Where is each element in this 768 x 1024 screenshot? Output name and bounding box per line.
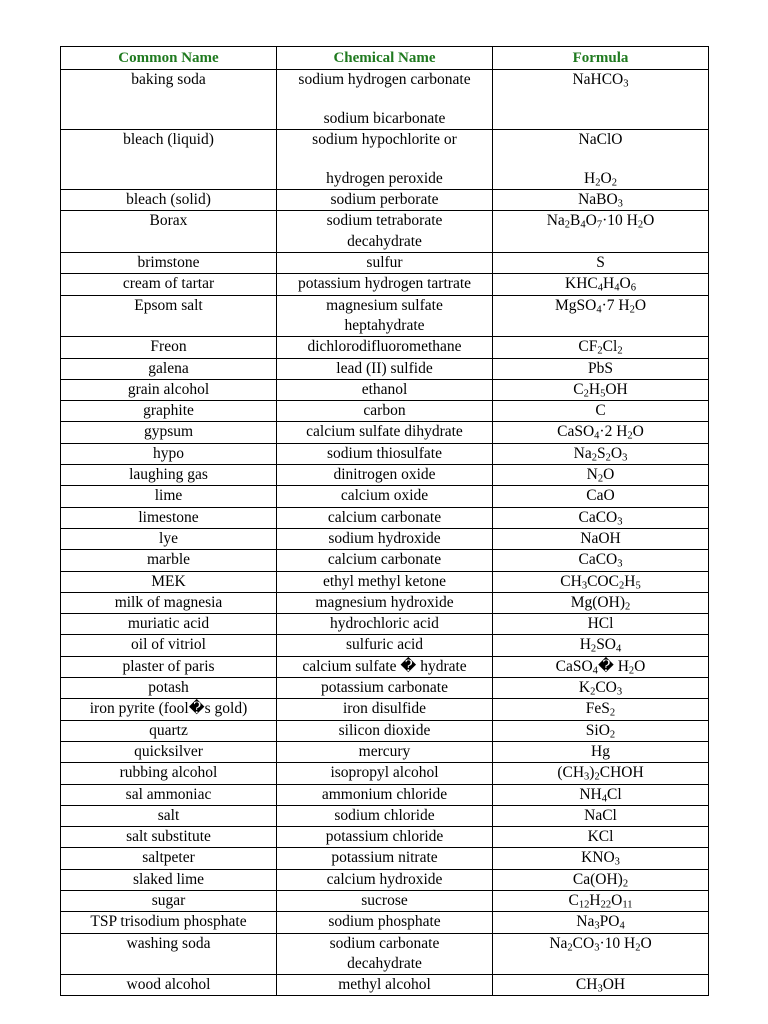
cell-text: hypo xyxy=(153,444,184,462)
chemical-name-cell xyxy=(277,507,493,528)
cell-text: potassium chloride xyxy=(325,828,444,846)
table-row xyxy=(61,401,709,422)
cell-text: Epsom salt xyxy=(134,296,203,314)
formula-cell xyxy=(493,507,709,528)
cell-text: laughing gas xyxy=(129,466,208,484)
cell-text: sodium carbonate xyxy=(329,934,440,952)
header-common-name: Common Name xyxy=(61,47,277,70)
table-row xyxy=(61,465,709,486)
formula-text: $CH_3COC_2H_5$ xyxy=(560,572,641,592)
cell-text: salt xyxy=(157,806,180,824)
formula-text: $Na_3PO_4$ xyxy=(576,913,625,932)
chemical-name-cell xyxy=(277,720,493,741)
formula-text: SiO$_2$ xyxy=(585,721,616,741)
cell-text: mercury xyxy=(358,742,411,760)
cell-text: Freon xyxy=(150,338,187,356)
common-name-cell xyxy=(61,592,277,613)
chemical-name-cell xyxy=(277,130,493,190)
formula-text: $CF_2Cl_2$ xyxy=(578,338,623,357)
formula-cell xyxy=(493,678,709,699)
formula-text: PbS xyxy=(588,359,613,377)
common-name-cell xyxy=(61,614,277,635)
common-name-cell xyxy=(61,422,277,443)
common-name-cell xyxy=(61,401,277,422)
formula-cell xyxy=(493,614,709,635)
common-name-cell xyxy=(61,528,277,549)
common-name-cell xyxy=(61,571,277,592)
cell-text: isopropyl alcohol xyxy=(330,764,439,782)
cell-text: muriatic acid xyxy=(127,615,210,633)
cell-text: calcium sulfate dihydrate xyxy=(306,423,463,441)
cell-text: hydrogen peroxide xyxy=(326,169,443,187)
formula-text: NaOH xyxy=(580,529,621,547)
formula-text: NaClO xyxy=(578,131,623,149)
cell-text: brimstone xyxy=(137,254,200,272)
cell-text: gypsum xyxy=(143,423,194,441)
table-row xyxy=(61,550,709,571)
chemical-name-cell xyxy=(277,741,493,762)
cell-text: decahydrate xyxy=(347,954,422,972)
chemical-name-cell xyxy=(277,528,493,549)
chemical-name-cell xyxy=(277,592,493,613)
chemical-name-cell xyxy=(277,253,493,274)
formula-cell xyxy=(493,211,709,253)
table-row xyxy=(61,592,709,613)
formula-cell xyxy=(493,912,709,933)
formula-cell xyxy=(493,295,709,337)
common-name-cell xyxy=(61,912,277,933)
cell-spacer xyxy=(279,90,490,109)
cell-text: calcium carbonate xyxy=(327,551,442,569)
formula-cell xyxy=(493,890,709,911)
cell-text: MEK xyxy=(151,572,186,590)
common-name-cell xyxy=(61,805,277,826)
cell-text: dichlorodifluoromethane xyxy=(307,338,462,356)
formula-text: $H_2SO_4$ xyxy=(579,636,622,656)
chemical-name-cell xyxy=(277,70,493,130)
chemical-name-cell xyxy=(277,869,493,890)
chemical-name-cell xyxy=(277,890,493,911)
table-row xyxy=(61,486,709,507)
chemical-name-cell xyxy=(277,571,493,592)
formula-text: $Mg(OH)_2$ xyxy=(570,593,631,613)
formula-text: $C_{12}H_{22}O_{11}$ xyxy=(568,891,633,911)
formula-cell xyxy=(493,401,709,422)
table-row xyxy=(61,211,709,253)
formula-cell xyxy=(493,933,709,975)
common-name-cell xyxy=(61,507,277,528)
common-name-cell xyxy=(61,379,277,400)
common-name-cell xyxy=(61,890,277,911)
cell-text: ammonium chloride xyxy=(321,785,448,803)
cell-text: sal ammoniac xyxy=(125,785,212,803)
header-chemical-name: Chemical Name xyxy=(277,47,493,70)
table-row xyxy=(61,678,709,699)
common-name-cell xyxy=(61,70,277,130)
table-row xyxy=(61,528,709,549)
table-row xyxy=(61,848,709,869)
common-name-cell xyxy=(61,720,277,741)
cell-text: milk of magnesia xyxy=(114,593,223,611)
cell-text: calcium carbonate xyxy=(327,508,442,526)
chemical-name-cell xyxy=(277,614,493,635)
cell-spacer xyxy=(495,150,706,169)
table-row xyxy=(61,337,709,358)
common-name-cell xyxy=(61,295,277,337)
table-row xyxy=(61,784,709,805)
cell-text: rubbing alcohol xyxy=(119,764,218,782)
table-row xyxy=(61,379,709,400)
chemical-name-cell xyxy=(277,635,493,656)
table-row xyxy=(61,253,709,274)
table-row xyxy=(61,656,709,677)
cell-text: sodium thiosulfate xyxy=(327,444,442,462)
cell-text: salt substitute xyxy=(126,828,211,846)
formula-text: CaCO$_3$ xyxy=(578,551,623,570)
common-name-cell xyxy=(61,678,277,699)
chemical-name-cell xyxy=(277,211,493,253)
chemical-name-cell xyxy=(277,933,493,975)
formula-cell xyxy=(493,592,709,613)
formula-text: CaSO$_4$·2 $H_2O$ xyxy=(557,423,644,443)
common-name-cell xyxy=(61,190,277,211)
common-name-cell xyxy=(61,741,277,762)
formula-text: C xyxy=(595,402,606,420)
table-row xyxy=(61,295,709,337)
chemical-name-cell xyxy=(277,827,493,848)
cell-text: bleach (liquid) xyxy=(123,131,214,149)
cell-text: bleach (solid) xyxy=(126,191,211,209)
formula-cell xyxy=(493,130,709,190)
chemical-name-cell xyxy=(277,465,493,486)
chemical-name-cell xyxy=(277,912,493,933)
chemical-name-cell xyxy=(277,784,493,805)
cell-text: slaked lime xyxy=(132,870,205,888)
common-name-cell xyxy=(61,933,277,975)
cell-text: methyl alcohol xyxy=(338,976,431,994)
table-row xyxy=(61,190,709,211)
cell-text: sulfur xyxy=(366,254,403,272)
cell-text: lead (II) sulfide xyxy=(336,359,433,377)
cell-text: sucrose xyxy=(361,891,408,909)
table-row xyxy=(61,827,709,848)
chemical-name-cell xyxy=(277,550,493,571)
formula-cell xyxy=(493,763,709,784)
cell-text: iron pyrite (fool�s gold) xyxy=(89,700,248,718)
formula-cell xyxy=(493,253,709,274)
chemical-name-cell xyxy=(277,295,493,337)
cell-text: lime xyxy=(154,487,183,505)
common-name-cell xyxy=(61,656,277,677)
chemical-name-cell xyxy=(277,379,493,400)
formula-cell xyxy=(493,379,709,400)
cell-text: magnesium hydroxide xyxy=(315,593,454,611)
formula-cell xyxy=(493,827,709,848)
common-name-cell xyxy=(61,486,277,507)
table-row xyxy=(61,274,709,295)
formula-text: CaSO$_4$� $H_2O$ xyxy=(555,657,646,677)
cell-text: cream of tartar xyxy=(122,275,215,293)
cell-text: iron disulfide xyxy=(342,700,427,718)
chemical-name-cell xyxy=(277,678,493,699)
formula-text: $CH_3OH$ xyxy=(575,976,626,995)
cell-text: grain alcohol xyxy=(127,380,210,398)
formula-cell xyxy=(493,358,709,379)
cell-text: sugar xyxy=(151,891,186,909)
cell-text: heptahydrate xyxy=(344,316,425,334)
formula-cell xyxy=(493,784,709,805)
formula-text: $NH_4Cl$ xyxy=(579,785,622,805)
common-name-cell xyxy=(61,443,277,464)
common-name-cell xyxy=(61,274,277,295)
cell-text: carbon xyxy=(363,402,406,420)
cell-text: quartz xyxy=(149,721,188,739)
table-row xyxy=(61,912,709,933)
common-name-cell xyxy=(61,211,277,253)
cell-text: sodium bicarbonate xyxy=(323,109,446,127)
formula-text: NaCl xyxy=(584,806,617,824)
formula-text: KCl xyxy=(587,828,614,846)
formula-text: $C_2H_5OH$ xyxy=(573,380,628,400)
table-row xyxy=(61,720,709,741)
formula-text: CaCO$_3$ xyxy=(578,508,623,528)
cell-text: calcium hydroxide xyxy=(326,870,443,888)
cell-text: Borax xyxy=(149,212,188,230)
formula-cell xyxy=(493,571,709,592)
common-name-cell xyxy=(61,784,277,805)
cell-text: hydrochloric acid xyxy=(330,615,439,633)
cell-text: ethanol xyxy=(361,380,408,398)
common-name-cell xyxy=(61,699,277,720)
formula-cell xyxy=(493,720,709,741)
formula-cell xyxy=(493,486,709,507)
common-name-cell xyxy=(61,337,277,358)
cell-text: potash xyxy=(148,679,189,697)
table-row xyxy=(61,443,709,464)
table-row xyxy=(61,890,709,911)
cell-text: limestone xyxy=(138,508,199,526)
cell-text: plaster of paris xyxy=(122,657,215,675)
chemical-name-cell xyxy=(277,848,493,869)
formula-text: FeS$_2$ xyxy=(585,700,616,719)
formula-text: $Na_2S_2O_3$ xyxy=(573,444,628,464)
cell-text: calcium sulfate � hydrate xyxy=(302,657,467,675)
chemical-name-cell xyxy=(277,656,493,677)
table-row xyxy=(61,70,709,130)
table-row xyxy=(61,358,709,379)
cell-text: graphite xyxy=(143,402,194,420)
cell-text: potassium carbonate xyxy=(321,679,448,697)
formula-text: S xyxy=(596,254,605,272)
formula-cell xyxy=(493,443,709,464)
table-row xyxy=(61,614,709,635)
formula-cell xyxy=(493,635,709,656)
formula-text: $K_2CO_3$ xyxy=(578,679,623,698)
cell-text: sodium hydroxide xyxy=(328,529,441,547)
header-row xyxy=(61,47,709,70)
table-row xyxy=(61,571,709,592)
common-name-cell xyxy=(61,635,277,656)
table-row xyxy=(61,507,709,528)
cell-text: dinitrogen oxide xyxy=(333,466,436,484)
formula-text: $KHC_4H_4O_6$ xyxy=(565,275,636,294)
table-row xyxy=(61,741,709,762)
cell-text: calcium oxide xyxy=(340,487,429,505)
formula-cell xyxy=(493,741,709,762)
cell-text: sodium hypochlorite or xyxy=(312,131,457,149)
chemical-name-cell xyxy=(277,190,493,211)
table-row xyxy=(61,933,709,975)
common-name-cell xyxy=(61,130,277,190)
formula-text: HCl xyxy=(587,615,614,633)
cell-text: wood alcohol xyxy=(126,976,211,994)
cell-text: baking soda xyxy=(131,71,206,88)
cell-text: sodium hydrogen carbonate xyxy=(298,71,471,88)
formula-text: $Na_2CO_3\cdot 10$ $H_2O$ xyxy=(549,934,652,954)
cell-text: decahydrate xyxy=(347,232,422,250)
chemical-names-table xyxy=(60,46,709,996)
chemical-name-cell xyxy=(277,699,493,720)
cell-text: magnesium sulfate xyxy=(326,296,443,314)
cell-text: sodium perborate xyxy=(330,191,439,209)
cell-text: potassium nitrate xyxy=(331,849,438,867)
cell-text: saltpeter xyxy=(142,849,195,867)
formula-cell xyxy=(493,70,709,130)
table-row xyxy=(61,699,709,720)
common-name-cell xyxy=(61,358,277,379)
common-name-cell xyxy=(61,848,277,869)
common-name-cell xyxy=(61,975,277,996)
formula-cell xyxy=(493,805,709,826)
formula-cell xyxy=(493,465,709,486)
cell-text: sulfuric acid xyxy=(345,636,424,654)
cell-text: sodium phosphate xyxy=(328,913,441,931)
table-row xyxy=(61,805,709,826)
cell-text: galena xyxy=(148,359,189,377)
common-name-cell xyxy=(61,465,277,486)
table-row xyxy=(61,130,709,190)
chemical-name-cell xyxy=(277,975,493,996)
chemical-name-cell xyxy=(277,805,493,826)
common-name-cell xyxy=(61,763,277,784)
table-body xyxy=(61,70,709,996)
formula-cell xyxy=(493,337,709,358)
formula-cell xyxy=(493,274,709,295)
cell-text: TSP trisodium phosphate xyxy=(90,913,247,931)
formula-cell xyxy=(493,528,709,549)
cell-text: potassium hydrogen tartrate xyxy=(297,275,472,293)
formula-cell xyxy=(493,422,709,443)
cell-spacer xyxy=(279,150,490,169)
cell-text: sodium tetraborate xyxy=(326,212,443,230)
chemical-name-cell xyxy=(277,443,493,464)
table-row xyxy=(61,763,709,784)
chemical-name-cell xyxy=(277,274,493,295)
common-name-cell xyxy=(61,550,277,571)
formula-cell xyxy=(493,550,709,571)
common-name-cell xyxy=(61,253,277,274)
formula-text: $KNO_3$ xyxy=(581,849,620,869)
formula-text: $Na_2B_4O_7\cdot 10$ $H_2O$ xyxy=(546,212,655,232)
table-row xyxy=(61,869,709,890)
formula-text: CaO xyxy=(586,487,615,505)
formula-cell xyxy=(493,869,709,890)
formula-cell xyxy=(493,848,709,869)
formula-cell xyxy=(493,656,709,677)
chemical-name-cell xyxy=(277,486,493,507)
formula-text: $(CH_3)_2CHOH$ xyxy=(557,764,644,783)
table-row xyxy=(61,422,709,443)
cell-text: quicksilver xyxy=(134,742,203,760)
formula-cell xyxy=(493,190,709,211)
cell-text: lye xyxy=(159,529,178,547)
cell-text: oil of vitriol xyxy=(131,636,206,654)
chemical-name-cell xyxy=(277,358,493,379)
formula-text: MgSO$_4$·7 $H_2O$ xyxy=(554,296,647,316)
table-row xyxy=(61,635,709,656)
formula-text: $Ca(OH)_2$ xyxy=(572,870,629,890)
cell-text: sodium chloride xyxy=(334,806,435,824)
chemical-name-cell xyxy=(277,422,493,443)
chemical-name-cell xyxy=(277,337,493,358)
formula-text: NaHCO$_3$ xyxy=(572,71,629,90)
cell-text: washing soda xyxy=(126,934,211,952)
cell-text: marble xyxy=(146,551,191,569)
chemical-name-cell xyxy=(277,763,493,784)
cell-text: silicon dioxide xyxy=(338,721,431,739)
cell-text: ethyl methyl ketone xyxy=(322,572,447,590)
common-name-cell xyxy=(61,827,277,848)
header-formula: Formula xyxy=(493,47,709,70)
formula-cell xyxy=(493,699,709,720)
table-row xyxy=(61,975,709,996)
formula-text: Hg xyxy=(591,742,610,760)
common-name-cell xyxy=(61,869,277,890)
chemical-name-cell xyxy=(277,401,493,422)
formula-text: $H_2O_2$ xyxy=(584,169,617,189)
formula-text: NaBO$_3$ xyxy=(578,191,623,210)
formula-cell xyxy=(493,975,709,996)
formula-text: $N_2O$ xyxy=(586,466,615,485)
